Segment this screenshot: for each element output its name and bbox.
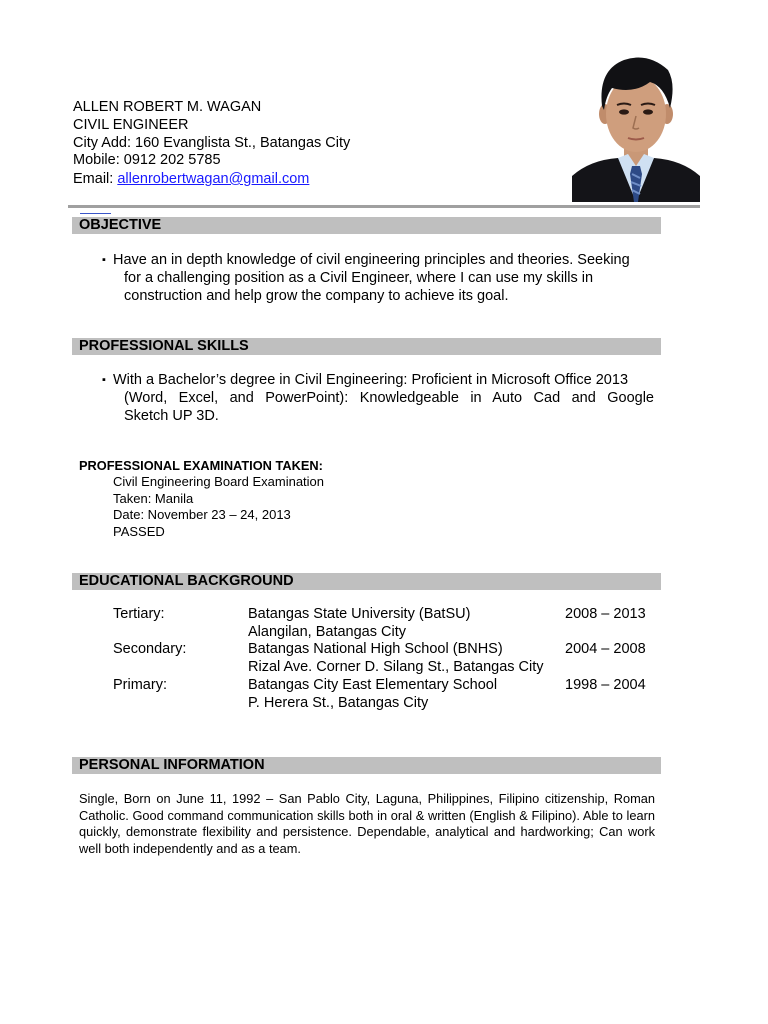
header-divider: [68, 205, 700, 208]
portrait-illustration: [572, 48, 700, 202]
skills-line-2: (Word, Excel, and PowerPoint): Knowledgeable in Auto Cad and Google: [124, 390, 654, 406]
education-school: Batangas National High School (BNHS): [248, 641, 503, 657]
skills-heading: PROFESSIONAL SKILLS: [79, 338, 249, 354]
personal-info-text: Single, Born on June 11, 1992 – San Pablo City, Laguna, Philippines, Filipino citizenship, Roman Catholic. Good command communication skills both in oral & written (English & Filipino). Able to learn quickly, demonstrate flexibility and persistence. Dependable, analytical and hardworking; Can work well both independently and as a team.: [79, 791, 655, 856]
education-school: Batangas City East Elementary School: [248, 677, 498, 693]
objective-line-2: for a challenging position as a Civil Engineer, where I can use my skills in: [124, 270, 594, 286]
email-link[interactable]: allenrobertwagan@gmail.com: [117, 171, 310, 187]
education-heading: EDUCATIONAL BACKGROUND: [79, 573, 294, 589]
education-level: Tertiary:: [113, 606, 165, 622]
applicant-name: ALLEN ROBERT M. WAGAN: [73, 99, 262, 115]
applicant-mobile: Mobile: 0912 202 5785: [73, 152, 221, 168]
education-level: Secondary:: [113, 641, 187, 657]
education-school: Batangas State University (BatSU): [248, 606, 471, 622]
applicant-address: City Add: 160 Evanglista St., Batangas City: [73, 135, 351, 151]
exam-line: Civil Engineering Board Examination: [113, 474, 325, 489]
objective-bullet-icon: ▪: [102, 254, 106, 266]
education-years: 1998 – 2004: [565, 677, 646, 693]
exam-line: Taken: Manila: [113, 491, 194, 506]
applicant-title: CIVIL ENGINEER: [73, 117, 189, 133]
personal-heading: PERSONAL INFORMATION: [79, 757, 265, 773]
email-label: Email:: [73, 171, 118, 187]
objective-heading: OBJECTIVE: [79, 217, 162, 233]
skills-line-3: Sketch UP 3D.: [124, 408, 219, 424]
skills-line-1: With a Bachelor’s degree in Civil Engineering: Proficient in Microsoft Office 2013: [113, 372, 629, 388]
exam-heading: PROFESSIONAL EXAMINATION TAKEN:: [79, 458, 323, 473]
exam-line: PASSED: [113, 524, 165, 539]
education-address: Alangilan, Batangas City: [248, 624, 406, 640]
objective-line-3: construction and help grow the company to achieve its goal.: [124, 288, 509, 304]
education-years: 2008 – 2013: [565, 606, 646, 622]
education-address: Rizal Ave. Corner D. Silang St., Batangas City: [248, 659, 544, 675]
objective-line-1: Have an in depth knowledge of civil engineering principles and theories. Seeking: [113, 252, 630, 268]
profile-photo: [572, 48, 700, 202]
education-level: Primary:: [113, 677, 167, 693]
divider-accent: [80, 213, 111, 214]
education-address: P. Herera St., Batangas City: [248, 695, 429, 711]
education-years: 2004 – 2008: [565, 641, 646, 657]
applicant-email-line: [73, 170, 309, 188]
exam-line: Date: November 23 – 24, 2013: [113, 507, 291, 522]
skills-bullet-icon: ▪: [102, 374, 106, 386]
